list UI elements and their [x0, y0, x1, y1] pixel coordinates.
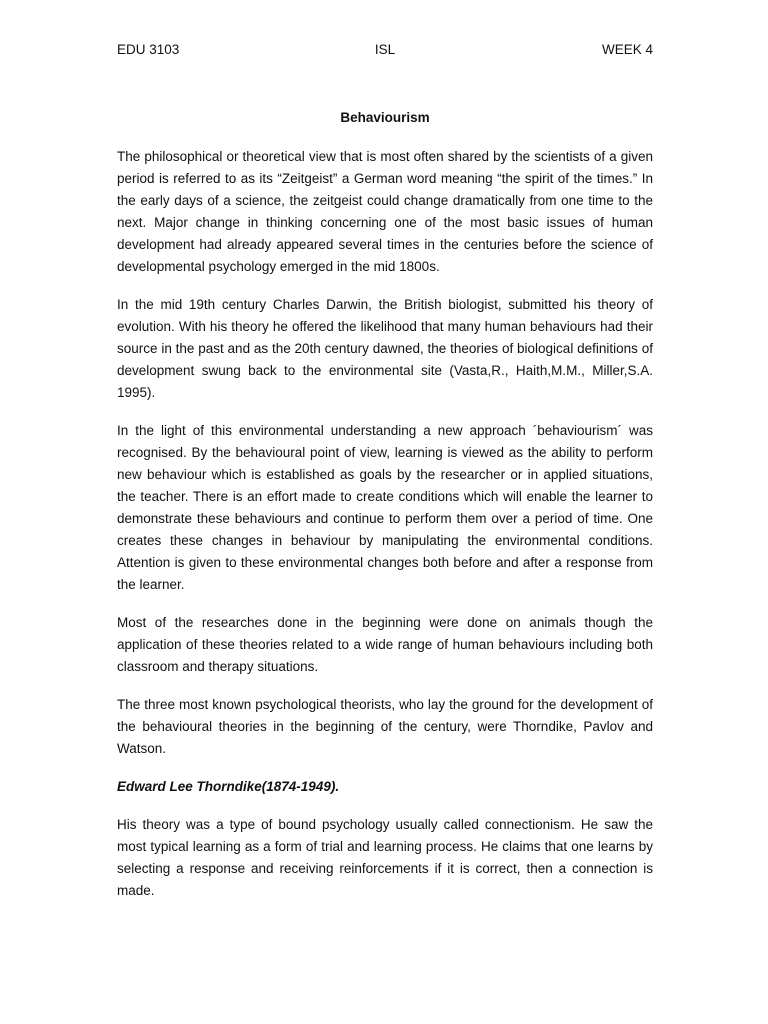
header-week: WEEK 4: [601, 42, 653, 57]
paragraph-behaviourism-approach: In the light of this environmental understanding a new approach ´behaviourism´ was recognised. By the behavioural point of view, learning is viewed as the ability to perform new behaviour which is established as goals by the researcher or in applied situations, the teacher. There is an effort made to create conditions which will enable the learner to demonstrate these behaviours and continue to perform them over a period of time. One creates these changes in behaviour by manipulating the environmental conditions. Attention is given to these environmental changes both before and after a response from the learner.: [117, 423, 653, 592]
document-title: Behaviourism: [340, 110, 430, 125]
section-heading-thorndike: Edward Lee Thorndike(1874-1949).: [117, 779, 340, 794]
document-body: [117, 108, 653, 918]
page-header: [117, 42, 653, 62]
paragraph-connectionism: His theory was a type of bound psychology usually called connectionism. He saw the most typical learning as a form of trial and learning process. He claims that one learns by selecting a response and receiving reinforcements if it is correct, then a connection is made.: [117, 817, 653, 898]
paragraph-theorists: The three most known psychological theorists, who lay the ground for the development of the behavioural theories in the beginning of the century, were Thorndike, Pavlov and Watson.: [117, 697, 653, 756]
paragraph-darwin: In the mid 19th century Charles Darwin, the British biologist, submitted his theory of evolution. With his theory he offered the likelihood that many human behaviours had their source in the past and as the 20th century dawned, the theories of biological definitions of development swung back to the environmental site (Vasta,R., Haith,M.M., Miller,S.A. 1995).: [117, 297, 653, 400]
header-program: ISL: [374, 42, 396, 57]
paragraph-zeitgeist: The philosophical or theoretical view that is most often shared by the scientists of a given period is referred to as its “Zeitgeist” a German word meaning “the spirit of the times.” In the early days of a science, the zeitgeist could change dramatically from one time to the next. Major change in thinking concerning one of the most basic issues of human development had already appeared several times in the centuries before the science of developmental psychology emerged in the mid 1800s.: [117, 149, 653, 274]
header-course-code: EDU 3103: [117, 42, 180, 57]
paragraph-animal-research: Most of the researches done in the beginning were done on animals though the application of these theories related to a wide range of human behaviours including both classroom and therapy situations.: [117, 615, 653, 674]
